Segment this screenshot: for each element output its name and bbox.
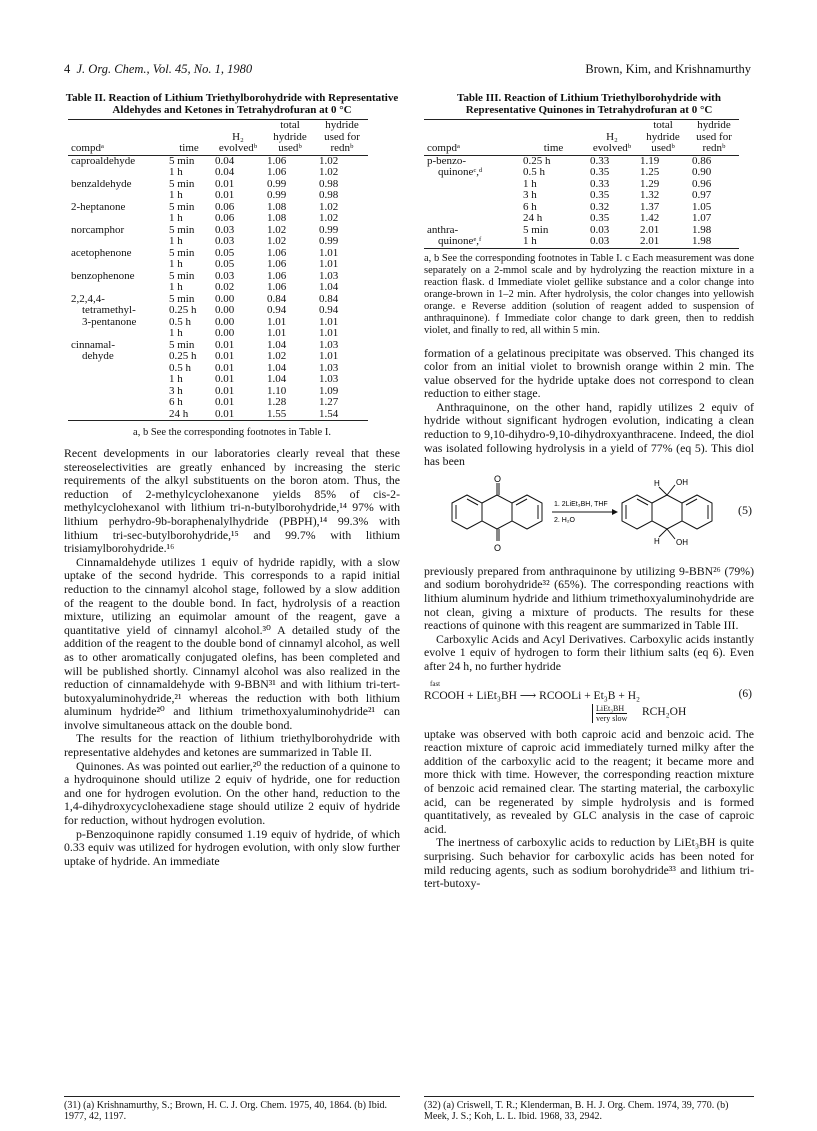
table-cell-value: 1 h xyxy=(520,236,587,248)
table-cell-value: 0.00 xyxy=(215,292,235,305)
table-cell-value: 5 min xyxy=(523,223,549,236)
table-cell-value: 0.5 h xyxy=(169,315,191,328)
table-cell-value: 1.03 xyxy=(319,373,339,385)
journal-citation: J. Org. Chem., Vol. 45, No. 1, 1980 xyxy=(76,62,253,76)
secondary-arrow xyxy=(592,704,627,723)
footnote-right: (32) (a) Criswell, T. R.; Klenderman, B. H. J. Org. Chem. 1974, 39, 770. (b) Meek, J. S.; Koh, L. L. Ibid. 1968, 33, 2942. xyxy=(424,1096,754,1122)
table-cell-value: 0.98 xyxy=(319,189,339,201)
atom-label-h: H xyxy=(654,478,660,488)
table-cell-value: 1.98 xyxy=(689,236,739,248)
table-cell-compound: cinnamal- xyxy=(71,338,115,351)
table-cell-value: 1.05 xyxy=(692,200,712,213)
table-cell-value: 0.03 xyxy=(587,236,637,248)
table-cell-value: 0.99 xyxy=(267,189,287,201)
table-cell-value: 1.04 xyxy=(267,373,287,385)
table-cell-value: 1.01 xyxy=(319,350,339,362)
table-cell-compound: dehyde xyxy=(82,350,114,362)
table-row xyxy=(424,236,739,248)
table-cell-value: 0.05 xyxy=(215,246,235,259)
table-cell-compound: 2-heptanone xyxy=(71,200,126,213)
table-cell-value: 0.25 h xyxy=(169,304,197,316)
table-cell-value: 0.84 xyxy=(319,292,339,305)
table-cell-compound xyxy=(68,328,166,340)
right-column xyxy=(424,92,754,891)
table-cell-value: 1.01 xyxy=(319,327,339,339)
table-cell-compound: acetophenone xyxy=(71,246,132,259)
table-cell-value: 0.35 xyxy=(590,212,610,224)
right-body-text xyxy=(424,728,754,891)
table-cell-value: 0.94 xyxy=(319,304,339,316)
running-header-authors: Brown, Kim, and Krishnamurthy xyxy=(585,62,751,76)
table-cell-value: 0.00 xyxy=(215,327,235,339)
table-cell-value: 0.01 xyxy=(215,384,235,397)
table-cell-compound xyxy=(424,179,520,191)
table-cell-value: 1.04 xyxy=(319,281,339,293)
table-cell-value: 1.01 xyxy=(267,327,287,339)
table-cell-value: 0.03 xyxy=(215,223,235,236)
table-cell-value: 1 h xyxy=(169,373,183,385)
table-cell-value: 0.5 h xyxy=(523,166,545,178)
table-cell-value: 1.06 xyxy=(267,269,287,282)
table-cell-value: 0.01 xyxy=(215,338,235,351)
table-cell-value: 1.32 xyxy=(640,189,660,201)
table-cell-compound: 2,2,4,4- xyxy=(71,292,105,305)
table-cell-value: 0.90 xyxy=(692,166,712,178)
table-cell-compound xyxy=(68,190,166,202)
left-body-text xyxy=(64,447,400,868)
table-cell-value: 1.06 xyxy=(267,258,287,270)
table-cell-value: 0.96 xyxy=(692,177,712,190)
table-cell-compound xyxy=(424,190,520,202)
paragraph: uptake was observed with both caproic acid and benzoic acid. The reaction mixture of caproic acid immediately turned milky after the addition of the carboxylic acid to the reagent; it became more and more thick with time. However, the corresponding reaction mixture of benzoic acid remained clear. The starting material, the carboxylic acid, can be regenerated by simple hydrolysis and is formed quantitatively, as revealed by GLC analysis in the case of caproic acid. xyxy=(424,726,754,836)
table-cell-value: 1.03 xyxy=(319,361,339,374)
table-cell-value: 1.02 xyxy=(319,212,339,224)
table-cell-value: 1.42 xyxy=(640,212,660,224)
table-cell-value: 0.01 xyxy=(215,350,235,362)
paragraph: Anthraquinone, on the other hand, rapidly utilizes 2 equiv of hydride without significant hydrogen evolution, indicating a clean reduction to 9,10-dihydro-9,10-dihydroxyanthracene. Indeed, the diol was isolated following hydrolysis in a yield of 77% (eq 5). This diol has been xyxy=(424,399,754,469)
reduction-product: RCH₂OH xyxy=(642,705,687,718)
table3-header-total: total hydride usedᵇ xyxy=(637,120,689,156)
table-row xyxy=(68,236,368,248)
table-cell-value: 0.03 xyxy=(215,269,235,282)
reagent-step-1: 1. 2LiEt₃BH, THF xyxy=(554,500,608,508)
table-cell-value: 0.02 xyxy=(215,281,235,293)
equation-5 xyxy=(424,473,754,559)
table-cell-value: 1.08 xyxy=(267,200,287,213)
table-cell-compound: quinoneᵉ,ᶠ xyxy=(424,236,520,248)
table-cell-value: 1.01 xyxy=(319,246,339,259)
table2 xyxy=(68,119,368,421)
table-cell-value: 24 h xyxy=(166,409,212,421)
table-cell-value: 1.27 xyxy=(319,396,339,408)
table-cell-value: 0.01 xyxy=(215,373,235,385)
table2-header-h2: H₂ evolvedᵇ xyxy=(212,120,264,156)
table-cell-value: 0.04 xyxy=(215,166,235,178)
paragraph: p-Benzoquinone rapidly consumed 1.19 equiv of hydride, of which 0.33 equiv was utilized for hydrogen evolution, with only slow further uptake of hydride. An immediate xyxy=(64,826,400,868)
table-cell-value: 1.10 xyxy=(267,384,287,397)
table-cell-value: 0.03 xyxy=(590,223,610,236)
right-body-text xyxy=(424,565,754,674)
table-cell-compound: tetramethyl- xyxy=(82,304,136,316)
table-cell-value: 0.32 xyxy=(590,200,610,213)
equation-line: RCOOH + LiEt₃BH ⟶ RCOOLi + Et₃B + H₂ xyxy=(424,689,641,702)
paragraph: The results for the reaction of lithium triethylborohydride with representative aldehydes and ketones are summarized in Table II. xyxy=(64,731,400,760)
table-cell-compound xyxy=(68,282,166,294)
atom-label-o: O xyxy=(494,542,502,553)
table-row xyxy=(424,213,739,225)
equation-number: (6) xyxy=(738,687,752,700)
arrow-reagent: LiEt₃BH xyxy=(596,704,627,714)
table-row xyxy=(68,409,368,421)
table-cell-compound xyxy=(68,167,166,179)
table-cell-value: 5 min xyxy=(169,246,195,259)
table-row xyxy=(68,282,368,294)
table-cell-value: 1.02 xyxy=(319,166,339,178)
table-cell-value: 1.02 xyxy=(267,235,287,247)
left-column xyxy=(64,92,400,868)
table-cell-value: 1 h xyxy=(169,212,183,224)
table-cell-value: 1.06 xyxy=(267,154,287,167)
table-row xyxy=(68,305,368,317)
table-cell-compound: anthra- xyxy=(427,223,459,236)
table-cell-value: 0.86 xyxy=(692,154,712,167)
table-cell-value: 5 min xyxy=(169,200,195,213)
table-cell-compound xyxy=(68,236,166,248)
table-cell-value: 1.02 xyxy=(319,154,339,167)
table-cell-compound xyxy=(68,374,166,386)
table2-footnote: a, b See the corresponding footnotes in Table I. xyxy=(133,427,331,438)
table3 xyxy=(424,119,739,249)
anthraquinone-reduction-scheme xyxy=(432,473,722,559)
table-cell-value: 0.94 xyxy=(267,304,287,316)
table-row xyxy=(424,190,739,202)
running-header-left xyxy=(64,62,252,77)
table-row xyxy=(68,213,368,225)
table-cell-value: 0.84 xyxy=(267,292,287,305)
paragraph: formation of a gelatinous precipitate was observed. This changed its color from an initial violet to brownish orange within 2 min. The value observed for the hydride uptake does not correspond to clean reduction to either stage. xyxy=(424,345,754,401)
footnote-left: (31) (a) Krishnamurthy, S.; Brown, H. C. J. Org. Chem. 1975, 40, 1864. (b) Ibid. 1977, 42, 1197. xyxy=(64,1096,400,1122)
table-cell-value: 1.06 xyxy=(267,166,287,178)
table-cell-value: 0.99 xyxy=(267,177,287,190)
table3-header-compd: compdᵃ xyxy=(424,120,520,156)
table-row xyxy=(68,328,368,340)
table-cell-value: 1.02 xyxy=(319,200,339,213)
atom-label-h: H xyxy=(654,536,660,546)
table-cell-value: 5 min xyxy=(169,292,195,305)
paragraph: The inertness of carboxylic acids to reduction by LiEt₃BH is quite surprising. Such behavior for carboxylic acids has been noted for mild reducing agents, such as sodium borohydride³³ and lithium tri-tert-butoxy- xyxy=(424,835,754,891)
table-cell-value: 1.01 xyxy=(319,315,339,328)
table-cell-value: 1 h xyxy=(169,258,183,270)
paragraph: Carboxylic Acids and Acyl Derivatives. Carboxylic acids instantly evolve 1 equiv of hydrogen to form their lithium salts (eq 6). Even after 24 h, no further hydride xyxy=(424,631,754,673)
table-cell-value: 0.25 h xyxy=(169,350,197,362)
table-cell-compound: benzaldehyde xyxy=(71,177,132,190)
table-cell-value: 1.02 xyxy=(267,350,287,362)
table-row xyxy=(68,259,368,271)
table-cell-value: 1 h xyxy=(169,281,183,293)
table-row xyxy=(68,397,368,409)
table-cell-value: 1.29 xyxy=(640,177,660,190)
reagent-step-2: 2. H₂O xyxy=(554,516,575,524)
table-cell-compound xyxy=(68,213,166,225)
table-cell-compound xyxy=(68,386,166,398)
table-cell-value: 1.37 xyxy=(640,200,660,213)
table-cell-value: 1.07 xyxy=(692,212,712,224)
table-cell-value: 0.01 xyxy=(215,177,235,190)
table-row xyxy=(68,190,368,202)
table-cell-value: 0.33 xyxy=(590,154,610,167)
table3-caption: Table III. Reaction of Lithium Triethylborohydride with Representative Quinones in Tetrahydrofuran at 0 °C xyxy=(457,92,721,116)
table-cell-value: 0.99 xyxy=(319,223,339,236)
table-cell-compound xyxy=(68,397,166,409)
table-cell-value: 1.03 xyxy=(319,269,339,282)
equation-number: (5) xyxy=(738,502,752,517)
table-cell-value: 1.04 xyxy=(267,361,287,374)
arrow-condition: very slow xyxy=(596,713,628,723)
table-cell-compound xyxy=(424,202,520,214)
paragraph: Cinnamaldehyde utilizes 1 equiv of hydride rapidly, with a slow uptake of the second hydride. This corresponds to a rapid initial reduction to the cinnamyl alcohol stage, followed by a slow addition of the reagent to the double bond. In fact, hydrolysis of a reaction mixture, utilizing an equimolar amount of the reagent, gave a quantitative yield of cinnamyl alcohol.³⁰ A detailed study of the addition of the reagent to the double bond of cinnamyl alcohol, as well as to other aromatically conjugated olefins, has been completed and will be published shortly. Cinnamyl alcohol was also realized in the reduction of cinnamaldehyde with 9-BBN³¹ and with lithium tri-tert-butoxyaluminohydride,²¹ whereas the reduction with both lithium aluminum hydride²⁰ and lithium trimethoxyaluminohydride²¹ can involve simultaneous attack on the double bond. xyxy=(64,554,400,732)
table-cell-value: 3 h xyxy=(523,189,537,201)
table-cell-value: 0.5 h xyxy=(169,361,191,374)
atom-label-oh: OH xyxy=(676,537,688,547)
table-cell-value: 3 h xyxy=(169,384,183,397)
table-cell-compound: norcamphor xyxy=(71,223,125,236)
table-cell-value: 5 min xyxy=(169,154,195,167)
table-row xyxy=(424,167,739,179)
table-row xyxy=(68,351,368,363)
arrow-label-fast: fast xyxy=(430,679,441,688)
table-cell-compound: quinoneᶜ,ᵈ xyxy=(438,166,483,178)
table-cell-value: 1.02 xyxy=(267,223,287,236)
table-cell-value: 0.99 xyxy=(319,235,339,247)
atom-label-oh: OH xyxy=(676,477,688,487)
table-cell-value: 0.01 xyxy=(215,396,235,408)
table-cell-value: 1 h xyxy=(169,166,183,178)
table-cell-value: 1.55 xyxy=(264,409,316,421)
table-cell-value: 0.06 xyxy=(215,212,235,224)
table-cell-value: 1.19 xyxy=(640,154,660,167)
paragraph: Recent developments in our laboratories clearly reveal that these stereoselectivities are greatly enhanced by increasing the steric requirements of the alkyl substituents on the boron atom. Thus, the reduction of 2-methylcyclohexanone yields 85% of cis-2-methylcyclohexanol with lithium tri-n-butylborohydride,¹⁴ 97% with lithium perhydro-9b-boraphenalylhydride (PBPH),¹⁴ 99.3% with lithium tri-sec-butylborohydride,¹⁵ and 99.7% with lithium trisiamylborohydride.¹⁶ xyxy=(64,446,400,556)
table-cell-value: 1 h xyxy=(169,327,183,339)
table-cell-value: 0.25 h xyxy=(523,154,551,167)
table-cell-compound: 3-pentanone xyxy=(82,315,137,328)
table-cell-value: 5 min xyxy=(169,223,195,236)
table-cell-compound: p-benzo- xyxy=(427,154,467,167)
table-cell-value: 1 h xyxy=(523,177,537,190)
paragraph: Quinones. As was pointed out earlier,²⁰ the reduction of a quinone to a hydroquinone should utilize 2 equiv of hydride, one for reduction and one for hydrogen evolution. On the other hand, reduction to the 1,4-dihydroxycyclohexadiene stage should utilize 2 equiv of hydride for reduction, without hydrogen evolution. xyxy=(64,758,400,828)
table-cell-value: 2.01 xyxy=(640,223,660,236)
table-cell-value: 0.00 xyxy=(215,315,235,328)
table-cell-value: 1.06 xyxy=(267,281,287,293)
table-cell-value: 1 h xyxy=(169,189,183,201)
table3-header-h2: H₂ evolvedᵇ xyxy=(587,120,637,156)
table3-header-time: time xyxy=(520,120,587,156)
table-cell-value: 0.33 xyxy=(590,177,610,190)
table-cell-compound xyxy=(424,213,520,225)
table-cell-value: 5 min xyxy=(169,177,195,190)
table-cell-value: 1.54 xyxy=(316,409,368,421)
table-cell-value: 1 h xyxy=(169,235,183,247)
table2-header-compd: compdᵃ xyxy=(68,120,166,156)
table-cell-compound: caproaldehyde xyxy=(71,154,136,167)
paragraph: previously prepared from anthraquinone by utilizing 9-BBN²⁶ (79%) and sodium borohydride³² (65%). The corresponding reactions with lithium aluminum hydride and lithium trimethoxyaluminohydride are not clean, giving a mixture of products. The results for these reactions of quinone with this reagent are summarized in Table III. xyxy=(424,563,754,633)
table2-caption: Table II. Reaction of Lithium Triethylborohydride with Representative Aldehydes and Ketones in Tetrahydrofuran at 0 °C xyxy=(65,92,399,116)
table-cell-value: 0.35 xyxy=(590,189,610,201)
table-cell-value: 0.03 xyxy=(215,235,235,247)
table-cell-value: 0.98 xyxy=(319,177,339,190)
table-row xyxy=(68,167,368,179)
table-cell-value: 0.05 xyxy=(215,258,235,270)
table-cell-value: 0.04 xyxy=(215,154,235,167)
table-cell-value: 0.01 xyxy=(215,189,235,201)
table-cell-value: 1.06 xyxy=(267,246,287,259)
atom-label-o: O xyxy=(494,473,502,484)
table-cell-value: 0.06 xyxy=(215,200,235,213)
table-cell-value: 0.01 xyxy=(215,361,235,374)
table-cell-value: 5 min xyxy=(169,269,195,282)
table3-header-redn: hydride used for rednᵇ xyxy=(689,120,739,156)
table-cell-value: 0.97 xyxy=(692,189,712,201)
table-cell-value: 0.00 xyxy=(215,304,235,316)
table2-header-time: time xyxy=(166,120,212,156)
table-cell-value: 1.25 xyxy=(640,166,660,178)
table-cell-value: 6 h xyxy=(523,200,537,213)
table-cell-value: 0.35 xyxy=(590,166,610,178)
table2-header-redn: hydride used for rednᵇ xyxy=(316,120,368,156)
equation-6 xyxy=(424,680,754,722)
table-cell-value: 2.01 xyxy=(637,236,689,248)
table-cell-value: 1.08 xyxy=(267,212,287,224)
right-body-text xyxy=(424,347,754,469)
table-cell-value: 6 h xyxy=(169,396,183,408)
table-cell-compound xyxy=(68,259,166,271)
table-cell-value: 0.01 xyxy=(212,409,264,421)
table-cell-value: 1.04 xyxy=(267,338,287,351)
table-cell-value: 1.28 xyxy=(267,396,287,408)
table-cell-value: 1.01 xyxy=(267,315,287,328)
table2-header-total: total hydride usedᵇ xyxy=(264,120,316,156)
table-cell-compound xyxy=(68,363,166,375)
table-cell-value: 1.09 xyxy=(319,384,339,397)
table-cell-value: 24 h xyxy=(523,212,543,224)
table-cell-compound: benzophenone xyxy=(71,269,135,282)
table-cell-value: 1.03 xyxy=(319,338,339,351)
table-cell-value: 1.01 xyxy=(319,258,339,270)
table-cell-compound xyxy=(68,409,166,421)
table3-footnote: a, b See the corresponding footnotes in Table I. c Each measurement was done separately on a 2-mmol scale and by hydrolyzing the reaction mixture in a reaction flask. d Immediate violet gellike substance and a color change into orange-brown in 1–2 min. After hydrolysis, the color changes into yellowish orange. e Reverse addition (solution of reagent added to suspension of anthraquinone). f Immediate color change to dark green, then to reddish violet, and finally to red, all within 5 min. xyxy=(424,252,754,336)
table-cell-value: 1.98 xyxy=(692,223,712,236)
page-number: 4 xyxy=(64,62,71,76)
table-cell-value: 5 min xyxy=(169,338,195,351)
table-row xyxy=(68,374,368,386)
